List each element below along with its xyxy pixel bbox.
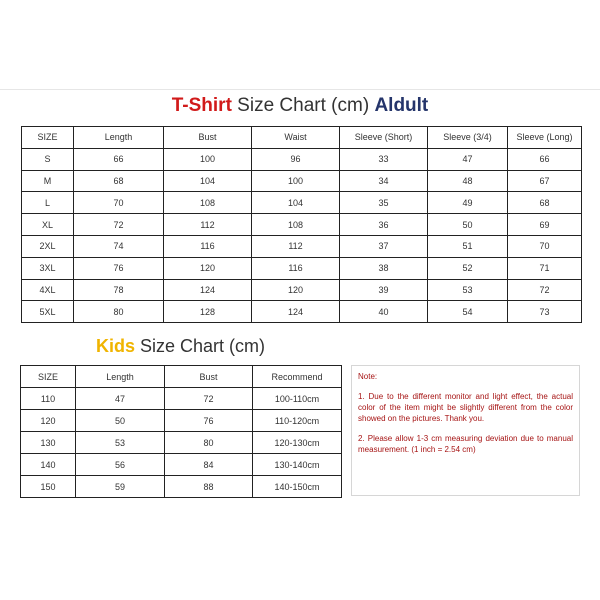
adult-table-cell: 39: [340, 279, 428, 301]
adult-table-cell: 2XL: [22, 235, 74, 257]
adult-table-cell: 35: [340, 192, 428, 214]
adult-table-cell: 73: [508, 301, 582, 323]
adult-column-header: Sleeve (Long): [508, 127, 582, 149]
kids-table-cell: 88: [165, 476, 253, 498]
adult-table-cell: 4XL: [22, 279, 74, 301]
kids-column-header: SIZE: [21, 366, 76, 388]
kids-table-row: [21, 476, 342, 498]
title-size-chart: Size Chart (cm): [231, 95, 375, 116]
adult-table-cell: S: [22, 148, 74, 170]
adult-table-row: [22, 301, 582, 323]
adult-table-cell: 76: [74, 257, 164, 279]
kids-table-cell: 140: [21, 454, 76, 476]
adult-table-cell: 78: [74, 279, 164, 301]
title-kids: Kids: [96, 336, 136, 356]
adult-table-row: [22, 214, 582, 236]
kids-table-row: [21, 410, 342, 432]
adult-table-cell: 120: [164, 257, 252, 279]
adult-table-cell: 51: [428, 235, 508, 257]
adult-table-cell: 49: [428, 192, 508, 214]
adult-table-cell: 104: [164, 170, 252, 192]
kids-table-cell: 84: [165, 454, 253, 476]
kids-table-cell: 140-150cm: [253, 476, 342, 498]
adult-table-cell: 128: [164, 301, 252, 323]
kids-size-table: [20, 365, 342, 498]
adult-table-cell: M: [22, 170, 74, 192]
adult-table-row: [22, 192, 582, 214]
adult-table-cell: 48: [428, 170, 508, 192]
adult-column-header: SIZE: [22, 127, 74, 149]
adult-table-cell: 69: [508, 214, 582, 236]
adult-table-cell: 68: [74, 170, 164, 192]
top-divider: [0, 89, 600, 90]
kids-size-chart-title: [96, 334, 265, 358]
adult-table-cell: 52: [428, 257, 508, 279]
adult-table-cell: 68: [508, 192, 582, 214]
kids-table-cell: 47: [76, 388, 165, 410]
adult-table-cell: 66: [74, 148, 164, 170]
note-item-2: 2. Please allow 1-3 cm measuring deviation due to manual measurement. (1 inch = 2.54 cm): [358, 434, 573, 454]
title-adult: Aldult: [374, 95, 429, 116]
title-tshirt: T-Shirt: [171, 95, 232, 116]
adult-table-row: [22, 257, 582, 279]
adult-table-cell: 124: [252, 301, 340, 323]
adult-table-cell: L: [22, 192, 74, 214]
adult-table-cell: 54: [428, 301, 508, 323]
adult-table-cell: 116: [164, 235, 252, 257]
kids-column-header: Length: [76, 366, 165, 388]
kids-table-row: [21, 454, 342, 476]
kids-column-header: Recommend: [253, 366, 342, 388]
adult-table-cell: 53: [428, 279, 508, 301]
adult-table-row: [22, 170, 582, 192]
adult-table-cell: 70: [508, 235, 582, 257]
adult-table-cell: 37: [340, 235, 428, 257]
adult-table-cell: 116: [252, 257, 340, 279]
adult-table-cell: 3XL: [22, 257, 74, 279]
adult-table-cell: 40: [340, 301, 428, 323]
kids-table-cell: 110: [21, 388, 76, 410]
adult-table-cell: 74: [74, 235, 164, 257]
adult-header-row: [22, 127, 582, 149]
adult-size-table: [21, 126, 582, 323]
adult-table-row: [22, 235, 582, 257]
adult-table-cell: 5XL: [22, 301, 74, 323]
adult-table-cell: 120: [252, 279, 340, 301]
kids-table-cell: 59: [76, 476, 165, 498]
adult-table-cell: 33: [340, 148, 428, 170]
adult-table-cell: 71: [508, 257, 582, 279]
kids-table-cell: 120-130cm: [253, 432, 342, 454]
kids-table-cell: 130-140cm: [253, 454, 342, 476]
adult-column-header: Waist: [252, 127, 340, 149]
kids-table-row: [21, 432, 342, 454]
adult-size-chart-title: [0, 94, 600, 118]
note-box: [351, 365, 580, 496]
adult-table-cell: 124: [164, 279, 252, 301]
adult-table-cell: 47: [428, 148, 508, 170]
note-item-1: 1. Due to the different monitor and light effect, the actual color of the item might be slightly different from the color showed on the pictures. Thank you.: [358, 392, 573, 423]
kids-table-cell: 50: [76, 410, 165, 432]
kids-table-cell: 120: [21, 410, 76, 432]
adult-table-cell: 50: [428, 214, 508, 236]
adult-table-cell: 72: [508, 279, 582, 301]
adult-table-cell: 104: [252, 192, 340, 214]
adult-column-header: Sleeve (3/4): [428, 127, 508, 149]
adult-table-cell: 100: [164, 148, 252, 170]
adult-table-cell: 108: [164, 192, 252, 214]
kids-table-cell: 80: [165, 432, 253, 454]
kids-column-header: Bust: [165, 366, 253, 388]
adult-table-cell: 108: [252, 214, 340, 236]
kids-table-cell: 56: [76, 454, 165, 476]
adult-table-cell: 72: [74, 214, 164, 236]
adult-table-cell: XL: [22, 214, 74, 236]
adult-table-cell: 112: [252, 235, 340, 257]
adult-column-header: Bust: [164, 127, 252, 149]
kids-table-cell: 100-110cm: [253, 388, 342, 410]
adult-table-cell: 96: [252, 148, 340, 170]
adult-table-cell: 38: [340, 257, 428, 279]
adult-table-cell: 112: [164, 214, 252, 236]
kids-table-cell: 76: [165, 410, 253, 432]
kids-header-row: [21, 366, 342, 388]
adult-column-header: Sleeve (Short): [340, 127, 428, 149]
adult-table-cell: 34: [340, 170, 428, 192]
kids-table-row: [21, 388, 342, 410]
kids-table-cell: 110-120cm: [253, 410, 342, 432]
adult-table-cell: 67: [508, 170, 582, 192]
title-kids-size-chart: Size Chart (cm): [135, 336, 266, 356]
adult-table-row: [22, 148, 582, 170]
kids-table-cell: 150: [21, 476, 76, 498]
adult-column-header: Length: [74, 127, 164, 149]
kids-table-cell: 130: [21, 432, 76, 454]
kids-table-cell: 72: [165, 388, 253, 410]
adult-table-cell: 70: [74, 192, 164, 214]
adult-table-cell: 66: [508, 148, 582, 170]
adult-table-cell: 80: [74, 301, 164, 323]
adult-table-row: [22, 279, 582, 301]
kids-table-cell: 53: [76, 432, 165, 454]
note-heading: Note:: [358, 372, 378, 381]
adult-table-cell: 36: [340, 214, 428, 236]
adult-table-cell: 100: [252, 170, 340, 192]
